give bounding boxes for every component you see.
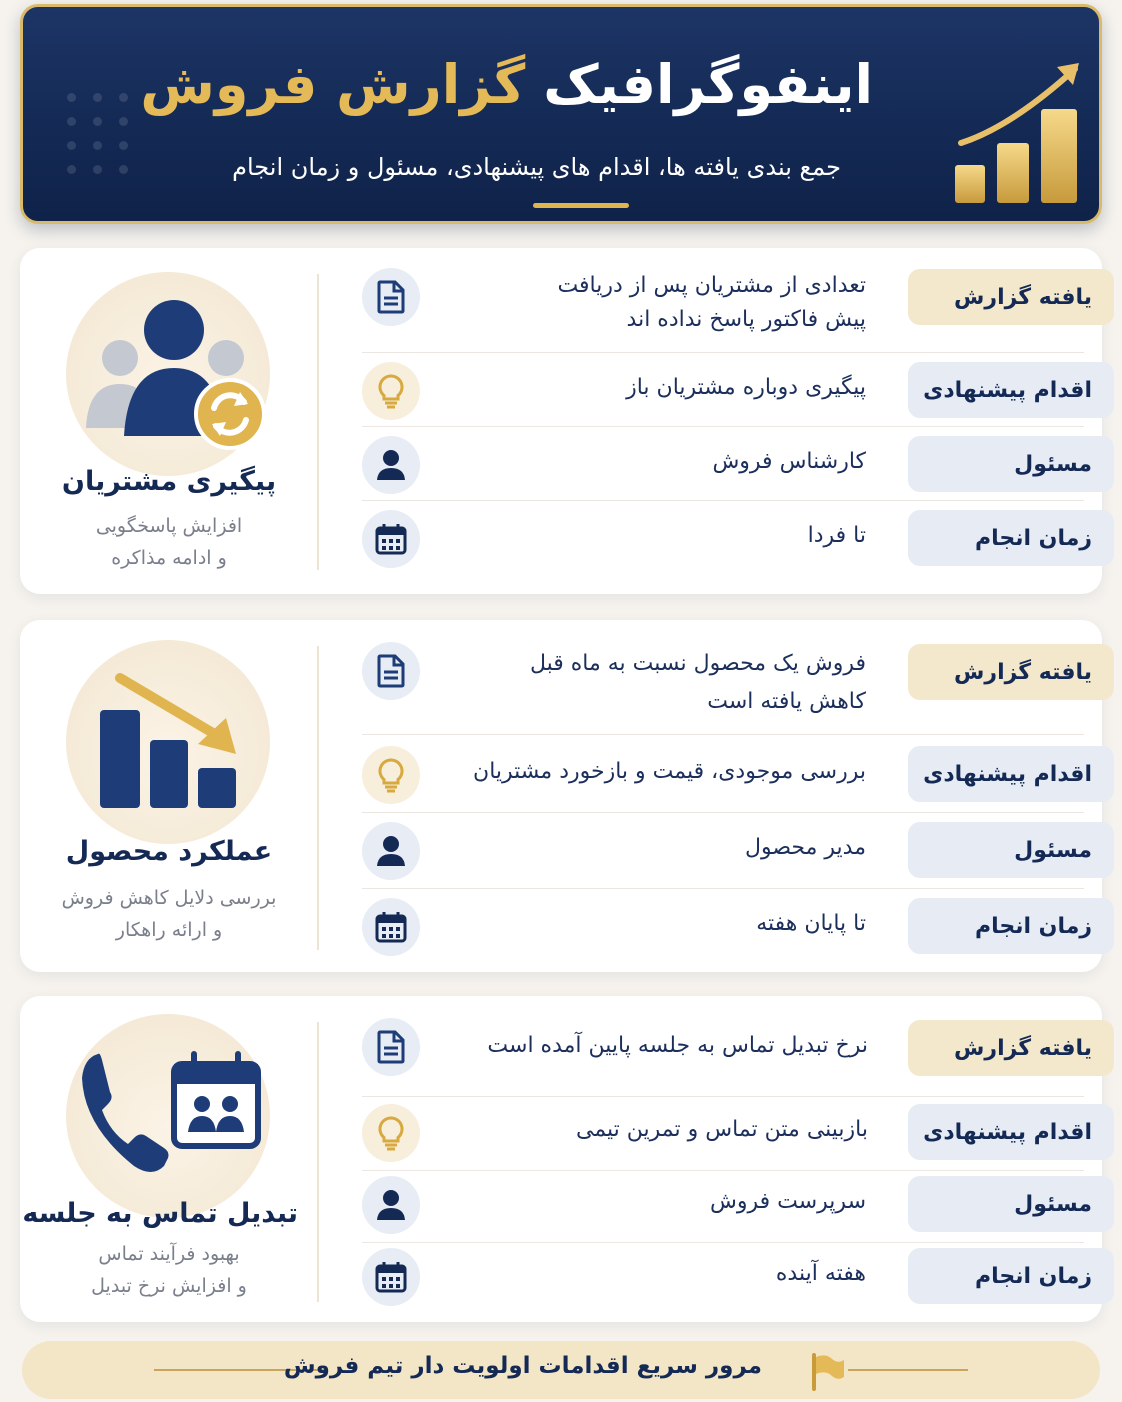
footer-banner [22,1341,1100,1399]
owner-text: مدیر محصول [745,835,866,860]
card-title: تبدیل تماس به جلسه [22,1198,298,1229]
person-icon [362,1176,420,1234]
owner-text: کارشناس فروش [712,449,866,474]
page-title-part1: اینفوگرافیک [543,53,873,116]
row-action [360,746,1092,806]
card-desc-line1: بهبود فرآیند تماس [98,1243,240,1265]
card-title: پیگیری مشتریان [61,466,277,497]
flag-icon [808,1351,848,1391]
row-finding [360,642,1092,724]
finding-line2: کاهش یافته است [707,689,866,714]
row-deadline [360,510,1092,570]
calendar-icon [362,898,420,956]
card-desc-line1: افزایش پاسخگویی [95,515,243,537]
label-action: اقدام پیشنهادی [908,362,1114,418]
lightbulb-icon [362,1104,420,1162]
page-title [140,53,873,116]
person-icon [362,822,420,880]
row-deadline [360,1248,1092,1308]
action-text: پیگیری دوباره مشتریان باز [626,375,866,400]
calendar-icon [362,510,420,568]
action-text: بررسی موجودی، قیمت و بازخورد مشتریان [473,759,866,784]
label-action: اقدام پیشنهادی [908,746,1114,802]
calendar-icon [362,1248,420,1306]
label-deadline: زمان انجام [908,1248,1114,1304]
label-owner: مسئول [908,436,1114,492]
row-finding [360,1018,1092,1078]
row-action [360,1104,1092,1164]
finding-line1: تعدادی از مشتریان پس از دریافت [557,273,866,298]
footer-line-right [848,1369,968,1371]
owner-text: سرپرست فروش [710,1189,866,1214]
document-icon [362,268,420,326]
footer-text: مرور سریع اقدامات اولویت دار تیم فروش [283,1353,762,1379]
person-icon [362,436,420,494]
lightbulb-icon [362,746,420,804]
action-text: بازبینی متن تماس و تمرین تیمی [575,1117,868,1142]
label-deadline: زمان انجام [908,898,1114,954]
lightbulb-icon [362,362,420,420]
card-customer-followup [20,248,1102,594]
deadline-text: تا فردا [807,523,866,548]
deadline-text: تا پایان هفته [756,911,866,936]
card-title: عملکرد محصول [65,836,273,867]
label-finding: یافته گزارش [908,1020,1114,1076]
card-product-performance [20,620,1102,972]
deadline-text: هفته آینده [775,1261,866,1286]
label-deadline: زمان انجام [908,510,1114,566]
document-icon [362,1018,420,1076]
decorative-dots [67,93,137,183]
label-finding: یافته گزارش [908,644,1114,700]
card-call-to-meeting [20,996,1102,1322]
declining-bars-icon [90,670,250,810]
card-desc-line2: و افزایش نرخ تبدیل [91,1275,247,1297]
label-action: اقدام پیشنهادی [908,1104,1114,1160]
row-finding [360,268,1092,346]
label-owner: مسئول [908,1176,1114,1232]
row-owner [360,1176,1092,1236]
page-title-part2: گزارش فروش [140,53,526,116]
row-owner [360,822,1092,882]
card-desc-line2: و ارائه راهکار [115,919,223,941]
page-subtitle: جمع بندی یافته ها، اقدام های پیشنهادی، مسئول و زمان انجام [232,153,841,181]
row-owner [360,436,1092,496]
finding-line2: پیش فاکتور پاسخ نداده اند [626,307,866,332]
label-owner: مسئول [908,822,1114,878]
title-underline [533,203,629,208]
rising-bar-chart-icon [941,57,1091,207]
row-action [360,362,1092,422]
header-banner [20,4,1102,224]
document-icon [362,642,420,700]
customers-refresh-icon [76,288,276,458]
label-finding: یافته گزارش [908,269,1114,325]
phone-calendar-icon [76,1048,266,1178]
card-desc-line2: و ادامه مذاکره [111,547,227,569]
finding-line1: نرخ تبدیل تماس به جلسه پایین آمده است [487,1033,868,1058]
finding-line1: فروش یک محصول نسبت به ماه قبل [529,651,866,676]
card-desc-line1: بررسی دلایل کاهش فروش [61,887,277,909]
row-deadline [360,898,1092,958]
